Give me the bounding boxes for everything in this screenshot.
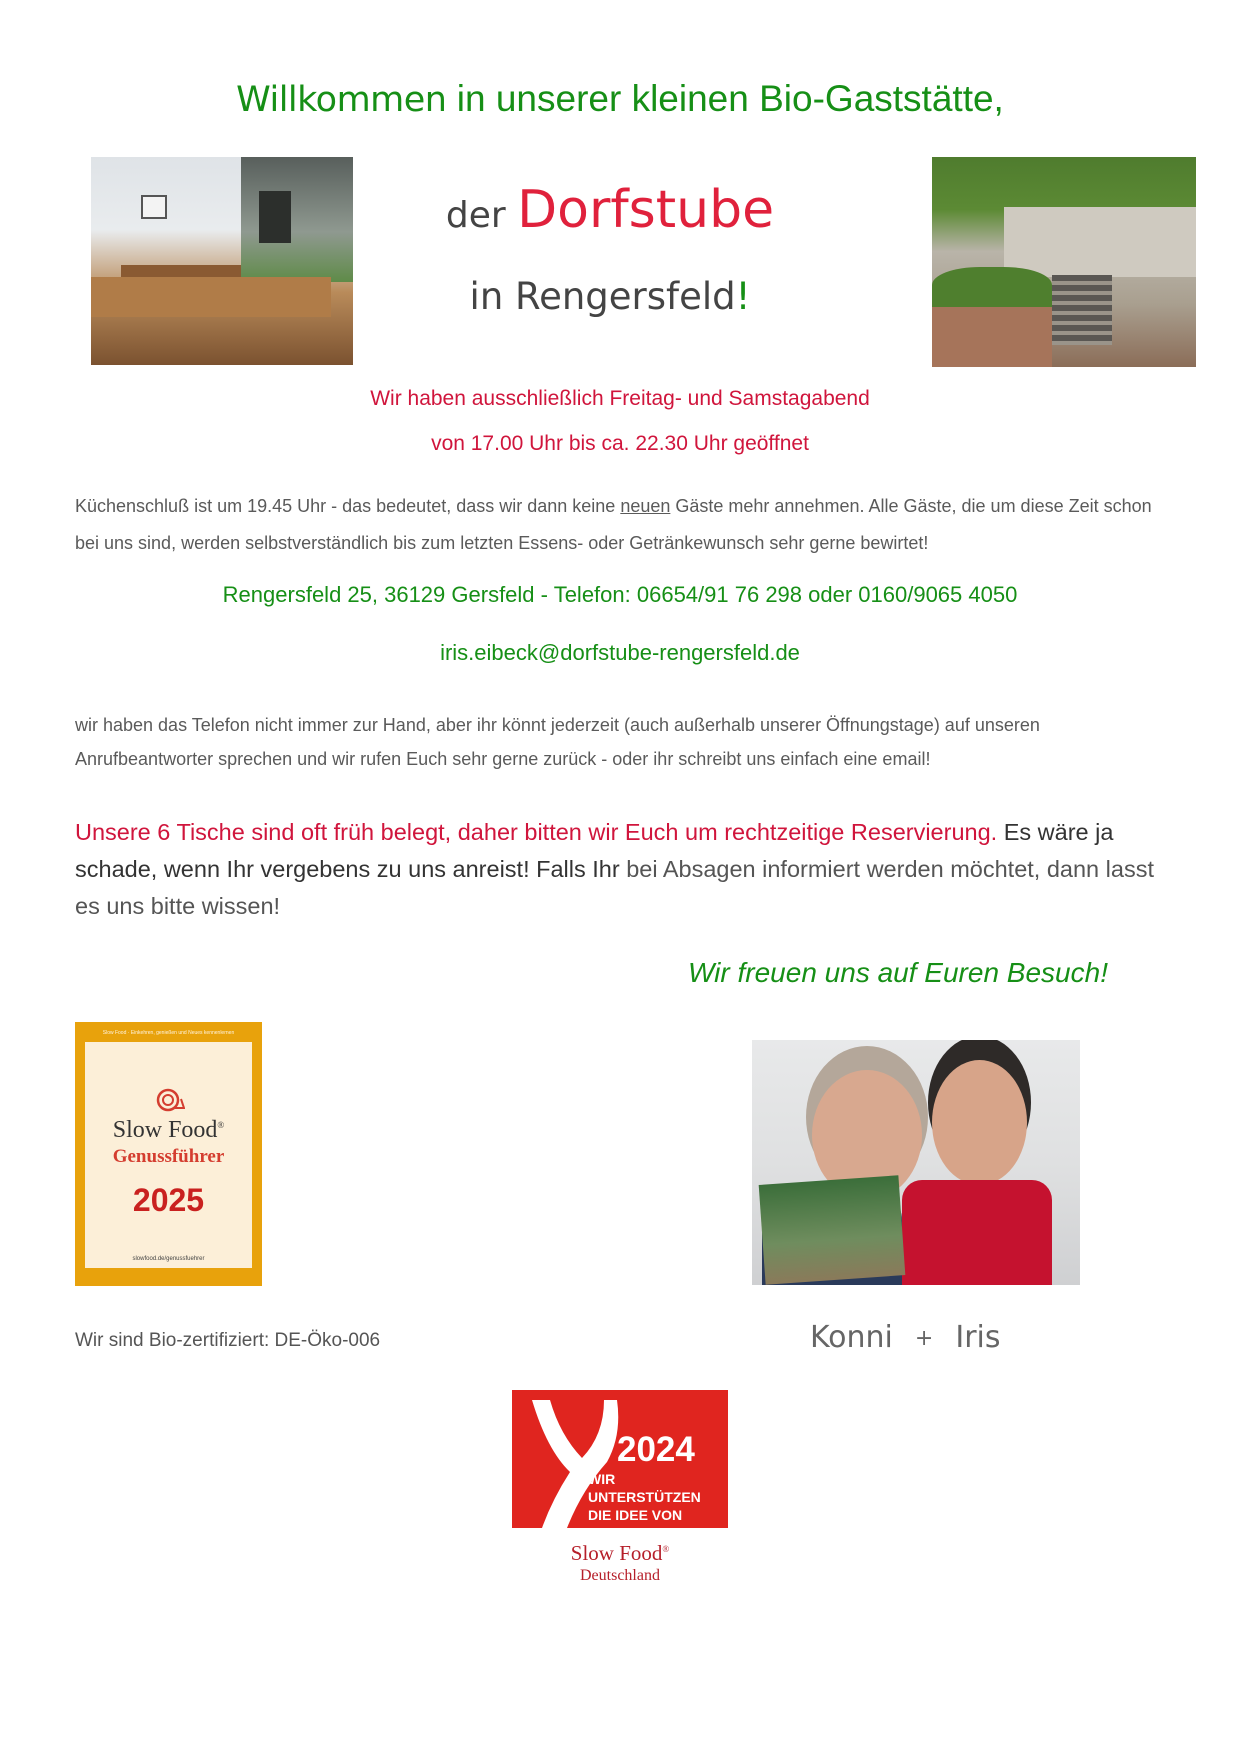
restaurant-name: Dorfstube <box>517 180 775 240</box>
snail-icon <box>155 1087 185 1113</box>
closing-text-after: Gäste mehr annehmen. Alle Gäste, die um diese Zeit schon bei uns sind, werden selbstverständlich bis zum letzten Essens- oder Getränkewunsch sehr gerne bewirtet! <box>75 496 1152 553</box>
address-phone: Rengersfeld 25, 36129 Gersfeld - Telefon: 06654/91 76 298 oder 0160/9065 4050 <box>222 582 1018 607</box>
restaurant-name-line <box>380 180 840 240</box>
closing-greeting: Wir freuen uns auf Euren Besuch! <box>688 957 1108 988</box>
support-country: Deutschland <box>580 1567 660 1584</box>
der-word: der <box>445 195 518 236</box>
support-brand: Slow Food® <box>570 1541 670 1565</box>
kitchen-closing-note <box>75 488 1175 562</box>
owner-second: Iris <box>955 1320 1001 1355</box>
badge-url: slowfood.de/genussfuehrer <box>132 1256 205 1262</box>
support-year: 2024 <box>617 1430 695 1469</box>
slowfood-guide-badge <box>75 1022 262 1286</box>
owner-names <box>810 1320 1001 1355</box>
owners-photo <box>752 1040 1080 1285</box>
house-photo <box>932 157 1196 367</box>
welcome-headline <box>0 78 1240 120</box>
location-text: in Rengersfeld <box>469 275 736 318</box>
reservation-grey: bei Absagen informiert werden möchtet, dann lasst es uns bitte wissen! <box>75 856 1154 919</box>
interior-photo <box>91 157 353 365</box>
email-link[interactable]: iris.eibeck@dorfstube-rengersfeld.de <box>440 640 800 665</box>
closing-text-before: Küchenschluß ist um 19.45 Uhr - das bedeutet, dass wir dann keine <box>75 496 621 516</box>
badge-top-strip: Slow Food · Einkehren, genießen und Neues kennenlernen <box>102 1030 235 1036</box>
reservation-red: Unsere 6 Tische sind oft früh belegt, daher bitten wir Euch um rechtzeitige Reservierung. <box>75 819 998 845</box>
badge-guide-title: Genussführer <box>112 1146 225 1167</box>
welcome-word: Willkommen <box>236 80 447 120</box>
badge-year: 2025 <box>132 1182 205 1218</box>
welcome-rest: in unserer kleinen Bio-Gaststätte, <box>446 78 1004 119</box>
owner-first: Konni <box>810 1320 893 1355</box>
opening-times: von 17.00 Uhr bis ca. 22.30 Uhr geöffnet <box>431 432 809 455</box>
support-text: WIR UNTERSTÜTZEN DIE IDEE VON <box>588 1471 701 1523</box>
reservation-note <box>75 814 1175 925</box>
slowfood-support-logo <box>512 1390 728 1528</box>
phone-note: wir haben das Telefon nicht immer zur Hand, aber ihr könnt jederzeit (auch außerhalb unserer Öffnungstage) auf unseren Anrufbeantworter sprechen und wir rufen Euch sehr gerne zurück - oder ihr schreibt uns einfach eine email! <box>75 715 1040 769</box>
opening-days: Wir haben ausschließlich Freitag- und Samstagabend <box>370 387 870 410</box>
badge-brand: Slow Food® <box>112 1117 225 1143</box>
owner-plus: + <box>914 1326 934 1351</box>
exclamation: ! <box>735 275 751 318</box>
closing-underlined: neuen <box>620 496 671 516</box>
bio-certification: Wir sind Bio-zertifiziert: DE-Öko-006 <box>75 1330 381 1351</box>
reservation-dark: Es wäre ja schade, wenn Ihr vergebens zu uns anreist! Falls Ihr <box>75 819 1114 882</box>
location-line <box>380 275 840 318</box>
